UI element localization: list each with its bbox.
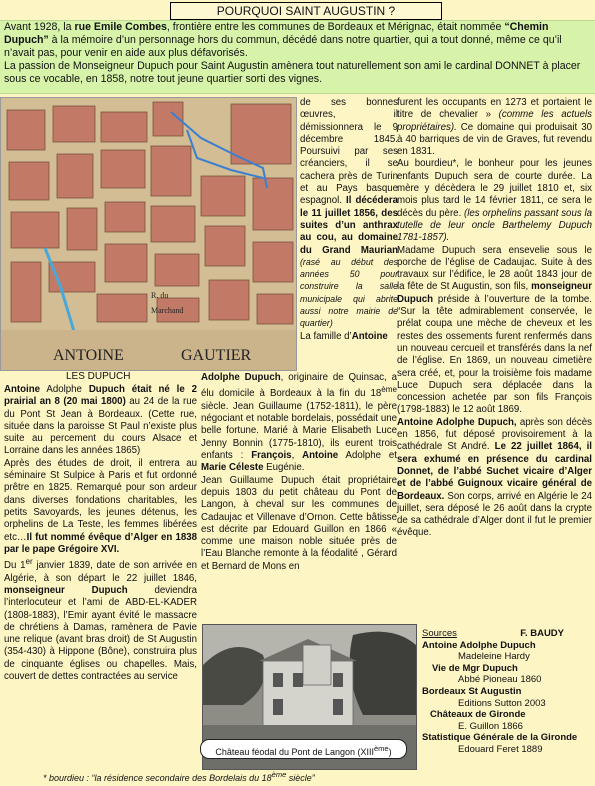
paragraph: Jean Guillaume Dupuch était propriétaire depuis 1803 du petit château du Pont de Langon, à cheval sur les communes de Cadaujac et Villenave d’Ornon. Cette bâtisse est décrite par Edouard Guillon en 1866 « comme une maison noble située près de l’Eau Blanche remonte à la féodalité , Gérard et Bernard de Mons en (201, 474, 397, 572)
name-text: François (251, 450, 292, 462)
source-title: Statistique Générale de la Gironde (422, 732, 578, 744)
text: préside à l’ouverture de la tombe. “Sur la tête admirablement conservée, le prélat coupa une mèche de cheveux et les restes des ossements furent renfermés dans un nouveau cercueil et transférés dans la nef de l’église. En 1869, un nouveau cimetière sera créé, et, pour la troisième fois madame Luce Dupuch sera déplacée dans la concession achetée par son fils François (1798-1883) le 12 août 1869. (397, 293, 592, 416)
paragraph (397, 158, 592, 244)
old-map-image (0, 97, 297, 371)
photo-caption (200, 739, 407, 759)
name-text: Adolphe Dupuch (201, 372, 281, 383)
map-label-marchand: Marchand (151, 306, 184, 315)
text: de ses bonnes œuvres, il démissionnera le 9 décembre 1845. Poursuivi par ses créanciers, il se cachera près de Turin et au Pays basque espagnol. (300, 97, 398, 207)
note-text: (les orphelins passant sous la tutelle de leur oncle Barthelemy Dupuch 1781-1857). (397, 207, 592, 244)
note-text: (rasé au début des années 50 pour construire la salle municipale qui abrite aussi notre mairie de quartier) (300, 256, 398, 329)
paragraph (4, 458, 197, 556)
map-drawing (1, 98, 297, 371)
intro-street-name: rue Emile Combes (74, 21, 167, 33)
text: , (291, 450, 303, 462)
text: janvier 1839, date de son arrivée en Algérie, à son départ le 22 juillet 1846, (4, 560, 197, 584)
source-title: Bordeaux St Augustin (422, 685, 522, 697)
paragraph (300, 331, 398, 343)
footnote-text: * bourdieu : “la résidence secondaire des Bordelais du 18 (43, 773, 272, 783)
text: Au bourdieu*, le bonheur pour les jeunes enfants Dupuch sera de courte durée. La mère y décèdera le 29 juillet 1810 et, six mois plus tard le 14 février 1811, ce sera le décès du père. (397, 158, 592, 219)
map-label-antoine: ANTOINE (53, 347, 124, 364)
name-text: Antoine (302, 450, 339, 462)
column-left (4, 384, 197, 683)
text: Eugénie. (263, 462, 305, 474)
name-text: monseigneur Dupuch (4, 584, 128, 596)
text: Après des études de droit, il entrera au séminaire St Sulpice à Paris et fut ordonné prêtre en 1825. Remarqué pour son ardeur dans diverses fondations charitables, les petits Savoyards, les jeunes détenus, les orphelins de La Teste, les femmes libérées etc… (4, 457, 197, 543)
text: , originaire de Quinsac, a élu domicile à Bordeaux à la fin du 18 (201, 372, 397, 400)
text: au 24 de la rue du Pont St Jean à Bordeaux. (Cette rue, située dans la paroisse St Paul n’existe plus suite au percement du cours Alsace et Lorraine dans les années 1865) (4, 396, 197, 457)
source-author: E. Guillon 1866 (458, 720, 523, 732)
paragraph (397, 245, 592, 417)
note-text: (comme les actuels propriétaires). (397, 109, 592, 133)
paragraph (397, 97, 592, 158)
intro-paragraph-1 (4, 21, 591, 60)
sources-list (422, 628, 594, 756)
sources-label: Sources (422, 628, 457, 639)
author-name: F. BAUDY (520, 628, 564, 639)
caption-text: ) (388, 747, 392, 757)
text: Adolphe (40, 384, 89, 395)
column-top-middle (300, 97, 398, 343)
column-right (397, 97, 592, 540)
bishop-text: Il fut nommé évêque d’Alger en 1838 par le pape Grégoire XVI. (4, 531, 197, 555)
text: Du 1 (4, 560, 26, 572)
text: Son corps, arrivé en Algérie le 24 juillet, sera déposé le 26 août dans la crypte de sa cathédrale d’Alger dont il fut le premier évêque. (397, 490, 592, 539)
paragraph (300, 97, 398, 331)
superscript: ème (271, 770, 287, 779)
death-text: Il décédera le 11 juillet 1856, des suites d’un anthrax au cou, au domaine du Grand Maurian (300, 195, 398, 256)
source-title: Châteaux de Gironde (430, 709, 526, 721)
source-author: Abbé Pioneau 1860 (458, 674, 542, 686)
superscript: er (25, 557, 33, 567)
intro-box (0, 20, 595, 94)
text: Madame Dupuch sera ensevelie sous le porche de l’église de Cadaujac. Suite à des travaux sur l’édifice, le 28 août 1843 jour de la fête de St Augustin, son fils, (397, 244, 592, 293)
name-text: monseigneur Dupuch (397, 281, 592, 305)
map-label-gautier: GAUTIER (181, 347, 252, 364)
birth-text: Dupuch était né le 2 prairial an 8 (20 mai 1800) (4, 384, 198, 408)
intro-paragraph-2: La passion de Monseigneur Dupuch pour Saint Augustin amènera tout naturellement son ami le cardinal DONNET à placer sous ce vocable, en 1858, notre tout jeune quartier sorti des vignes. (4, 60, 581, 85)
superscript: ème (374, 744, 389, 753)
map-label-rdu: R. du (151, 291, 169, 300)
text: siècle. Jean Guillaume (1752-1811), le père négociant et notable bordelais, possédait une belle fortune. Marié à Marie Elisabeth Luce Jenny Bonnin (1775-1810), ils eurent trois enfants : (201, 400, 397, 462)
source-author: Edouard Feret 1889 (458, 743, 543, 755)
column-middle (201, 372, 397, 573)
caption-text: Château féodal du Pont de Langon (XIII (215, 747, 375, 757)
source-author: Madeleine Hardy (458, 651, 530, 663)
paragraph (4, 556, 197, 683)
paragraph (201, 372, 397, 475)
text: Adolphe et (338, 450, 397, 462)
section-heading: LES DUPUCH (66, 371, 131, 382)
name-text: Marie Céleste (201, 462, 264, 474)
superscript: ème (381, 385, 397, 395)
intro-text: Avant 1928, la (4, 21, 75, 33)
footnote-text: siècle” (286, 773, 315, 783)
page-title: POURQUOI SAINT AUGUSTIN ? (170, 2, 442, 20)
text: furent les occupants en 1273 et portaient le titre de chevalier » (397, 97, 592, 121)
text: deviendra l’interlocuteur et l’ami de ABD-EL-KADER (1808-1883), l’Emir ayant évité le massacre de chrétiens à Damas, ramènera de Pavie une relique (avant bras droit) de St Augustin (354-430) à Hippone (Bône), construira plus de cinquante églises ou chapelles. Mais, couvert de dettes contractées au service (4, 584, 197, 683)
intro-text: à la mémoire d’un personnage hors du commun, décédé dans notre quartier, qui a tout donné, même ce qu’il n’avait pas, pour venir en aide aux plus défavorisés. (4, 34, 562, 59)
text: La famille d’ (300, 330, 352, 342)
paragraph (4, 384, 197, 458)
intro-text: , frontière entre les communes de Bordeaux et Mérignac, était nommée (166, 21, 505, 33)
intro-old-name: “Chemin Dupuch” (4, 21, 549, 46)
source-author: Editions Sutton 2003 (458, 697, 546, 709)
exhumation-text: Le 22 juillet 1864, il sera exhumé en présence du cardinal Donnet, de l’abbé Suchet vicaire d’Alger et de l’abbé Guignoux vicaire général de Bordeaux. (397, 441, 592, 502)
text: Ce domaine qui produisait 30 à 40 barriques de vin de Graves, fut revendu en 1831. (397, 121, 592, 158)
name-text: Antoine (4, 384, 41, 395)
name-text: Antoine (351, 330, 388, 342)
text: après son décès en 1856, fut déposé provisoirement à la cathédrale St André. (397, 416, 592, 453)
source-title: Vie de Mgr Dupuch (432, 662, 518, 674)
sources-header (422, 628, 594, 640)
name-text: Antoine Adolphe Dupuch, (397, 416, 517, 428)
footnote (43, 770, 315, 783)
source-title: Antoine Adolphe Dupuch (422, 639, 536, 651)
paragraph (397, 417, 592, 540)
